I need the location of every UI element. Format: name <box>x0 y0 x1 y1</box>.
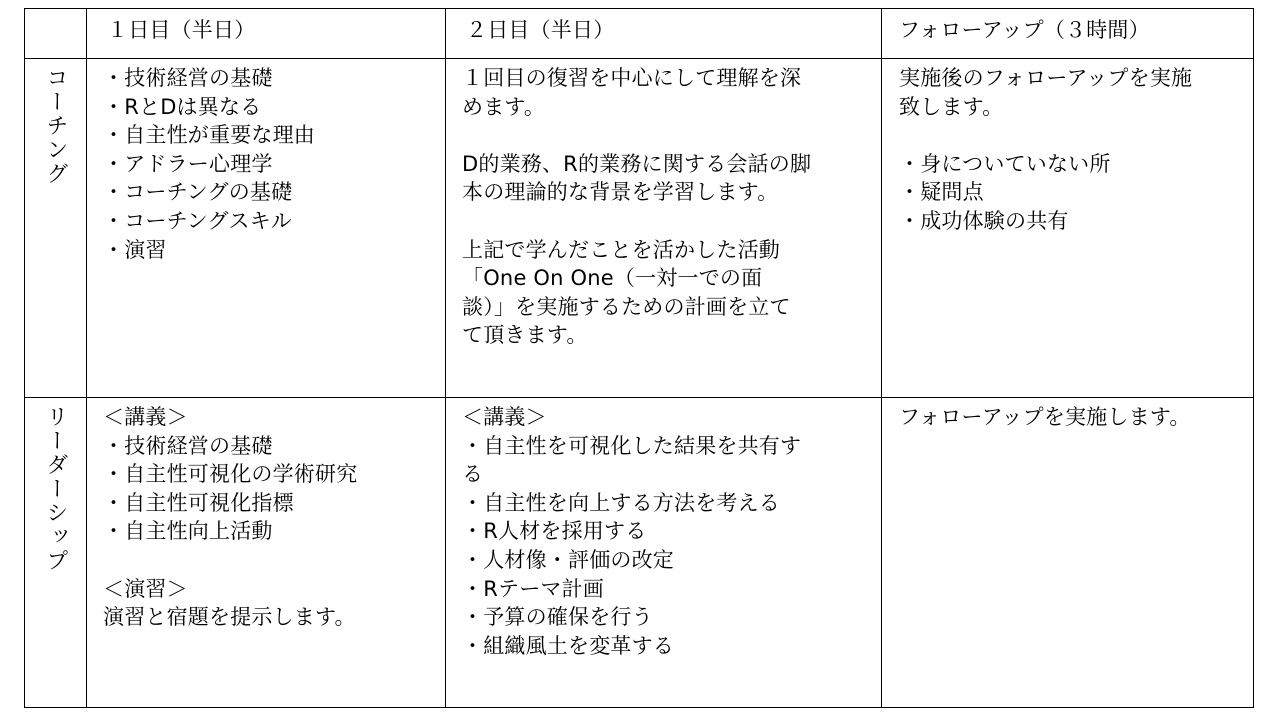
cell-line: ・コーチングスキル <box>103 208 292 233</box>
cell-line: ・自主性向上活動 <box>103 519 273 544</box>
coaching-day2-cell <box>462 64 872 350</box>
table-border-header <box>24 58 1254 59</box>
cell-line: ・身についていない所 <box>899 151 1111 176</box>
table-border-col2 <box>445 8 446 708</box>
cell-line: 演習と宿題を提示します。 <box>103 605 356 630</box>
row-label-leadership: リーダーシップ <box>43 405 68 573</box>
cell-line: ・自主性が重要な理由 <box>103 123 315 148</box>
cell-line: ・Rテーマ計画 <box>462 576 604 601</box>
cell-line: ・自主性を可視化した結果を共有す <box>462 433 802 458</box>
cell-line: 上記で学んだことを活かした活動 <box>462 237 780 262</box>
table-border-left <box>24 8 25 708</box>
cell-line <box>462 121 872 150</box>
table-border-bottom <box>24 707 1254 708</box>
cell-line: フォローアップを実施します。 <box>899 405 1191 429</box>
cell-line: めます。 <box>462 94 546 119</box>
cell-line: ＜演習＞ <box>103 576 188 601</box>
cell-line: ・演習 <box>103 237 167 262</box>
cell-line: １回目の復習を中心にして理解を深 <box>462 66 802 90</box>
cell-line: ・組織風土を変革する <box>462 633 674 658</box>
table-border-row1 <box>24 397 1254 398</box>
cell-line: ・自主性可視化指標 <box>103 490 294 515</box>
cell-line: ・技術経営の基礎 <box>103 433 273 458</box>
cell-line: 談）」を実施するための計画を立て <box>462 294 791 319</box>
leadership-day1-cell <box>103 403 433 632</box>
cell-line: ・R人材を採用する <box>462 519 647 544</box>
coaching-day1-cell <box>103 64 433 264</box>
cell-line: D的業務、R的業務に関する会話の脚 <box>462 151 812 176</box>
cell-line <box>462 207 872 236</box>
header-day2: ２日目（半日） <box>466 18 615 42</box>
cell-line <box>103 546 433 575</box>
cell-line: て頂きます。 <box>462 323 588 348</box>
cell-line: ・技術経営の基礎 <box>103 66 273 90</box>
header-followup: フォローアップ（３時間） <box>899 18 1150 42</box>
row-label-coaching: コーチング <box>43 66 68 186</box>
cell-line: ・自主性を向上する方法を考える <box>462 490 780 515</box>
cell-line: ・人材像・評価の改定 <box>462 547 674 572</box>
cell-line: 実施後のフォローアップを実施 <box>899 66 1193 90</box>
cell-line: 本の理論的な背景を学習します。 <box>462 180 779 205</box>
header-day1: １日目（半日） <box>107 18 256 42</box>
cell-line: ＜講義＞ <box>462 405 547 429</box>
cell-line: 「One On One（一対一での面 <box>462 266 763 291</box>
cell-line: る <box>462 462 484 487</box>
cell-line: ・自主性可視化の学術研究 <box>103 462 358 487</box>
table-border-right <box>1253 8 1254 708</box>
coaching-followup-cell <box>899 64 1244 236</box>
cell-line: ・アドラー心理学 <box>103 151 273 176</box>
cell-line: 致します。 <box>899 94 1004 119</box>
cell-line: ・成功体験の共有 <box>899 208 1069 233</box>
cell-line: ・コーチングの基礎 <box>103 180 293 205</box>
cell-line <box>899 121 1244 150</box>
leadership-followup-cell <box>899 403 1244 432</box>
table-border-top <box>24 8 1254 9</box>
cell-line: ・RとDは異なる <box>103 94 262 119</box>
cell-line: ＜講義＞ <box>103 405 188 429</box>
cell-line: ・予算の確保を行う <box>462 605 653 630</box>
table-border-col1 <box>86 8 87 708</box>
table-border-col3 <box>881 8 882 708</box>
leadership-day2-cell <box>462 403 872 660</box>
cell-line: ・疑問点 <box>899 180 984 205</box>
